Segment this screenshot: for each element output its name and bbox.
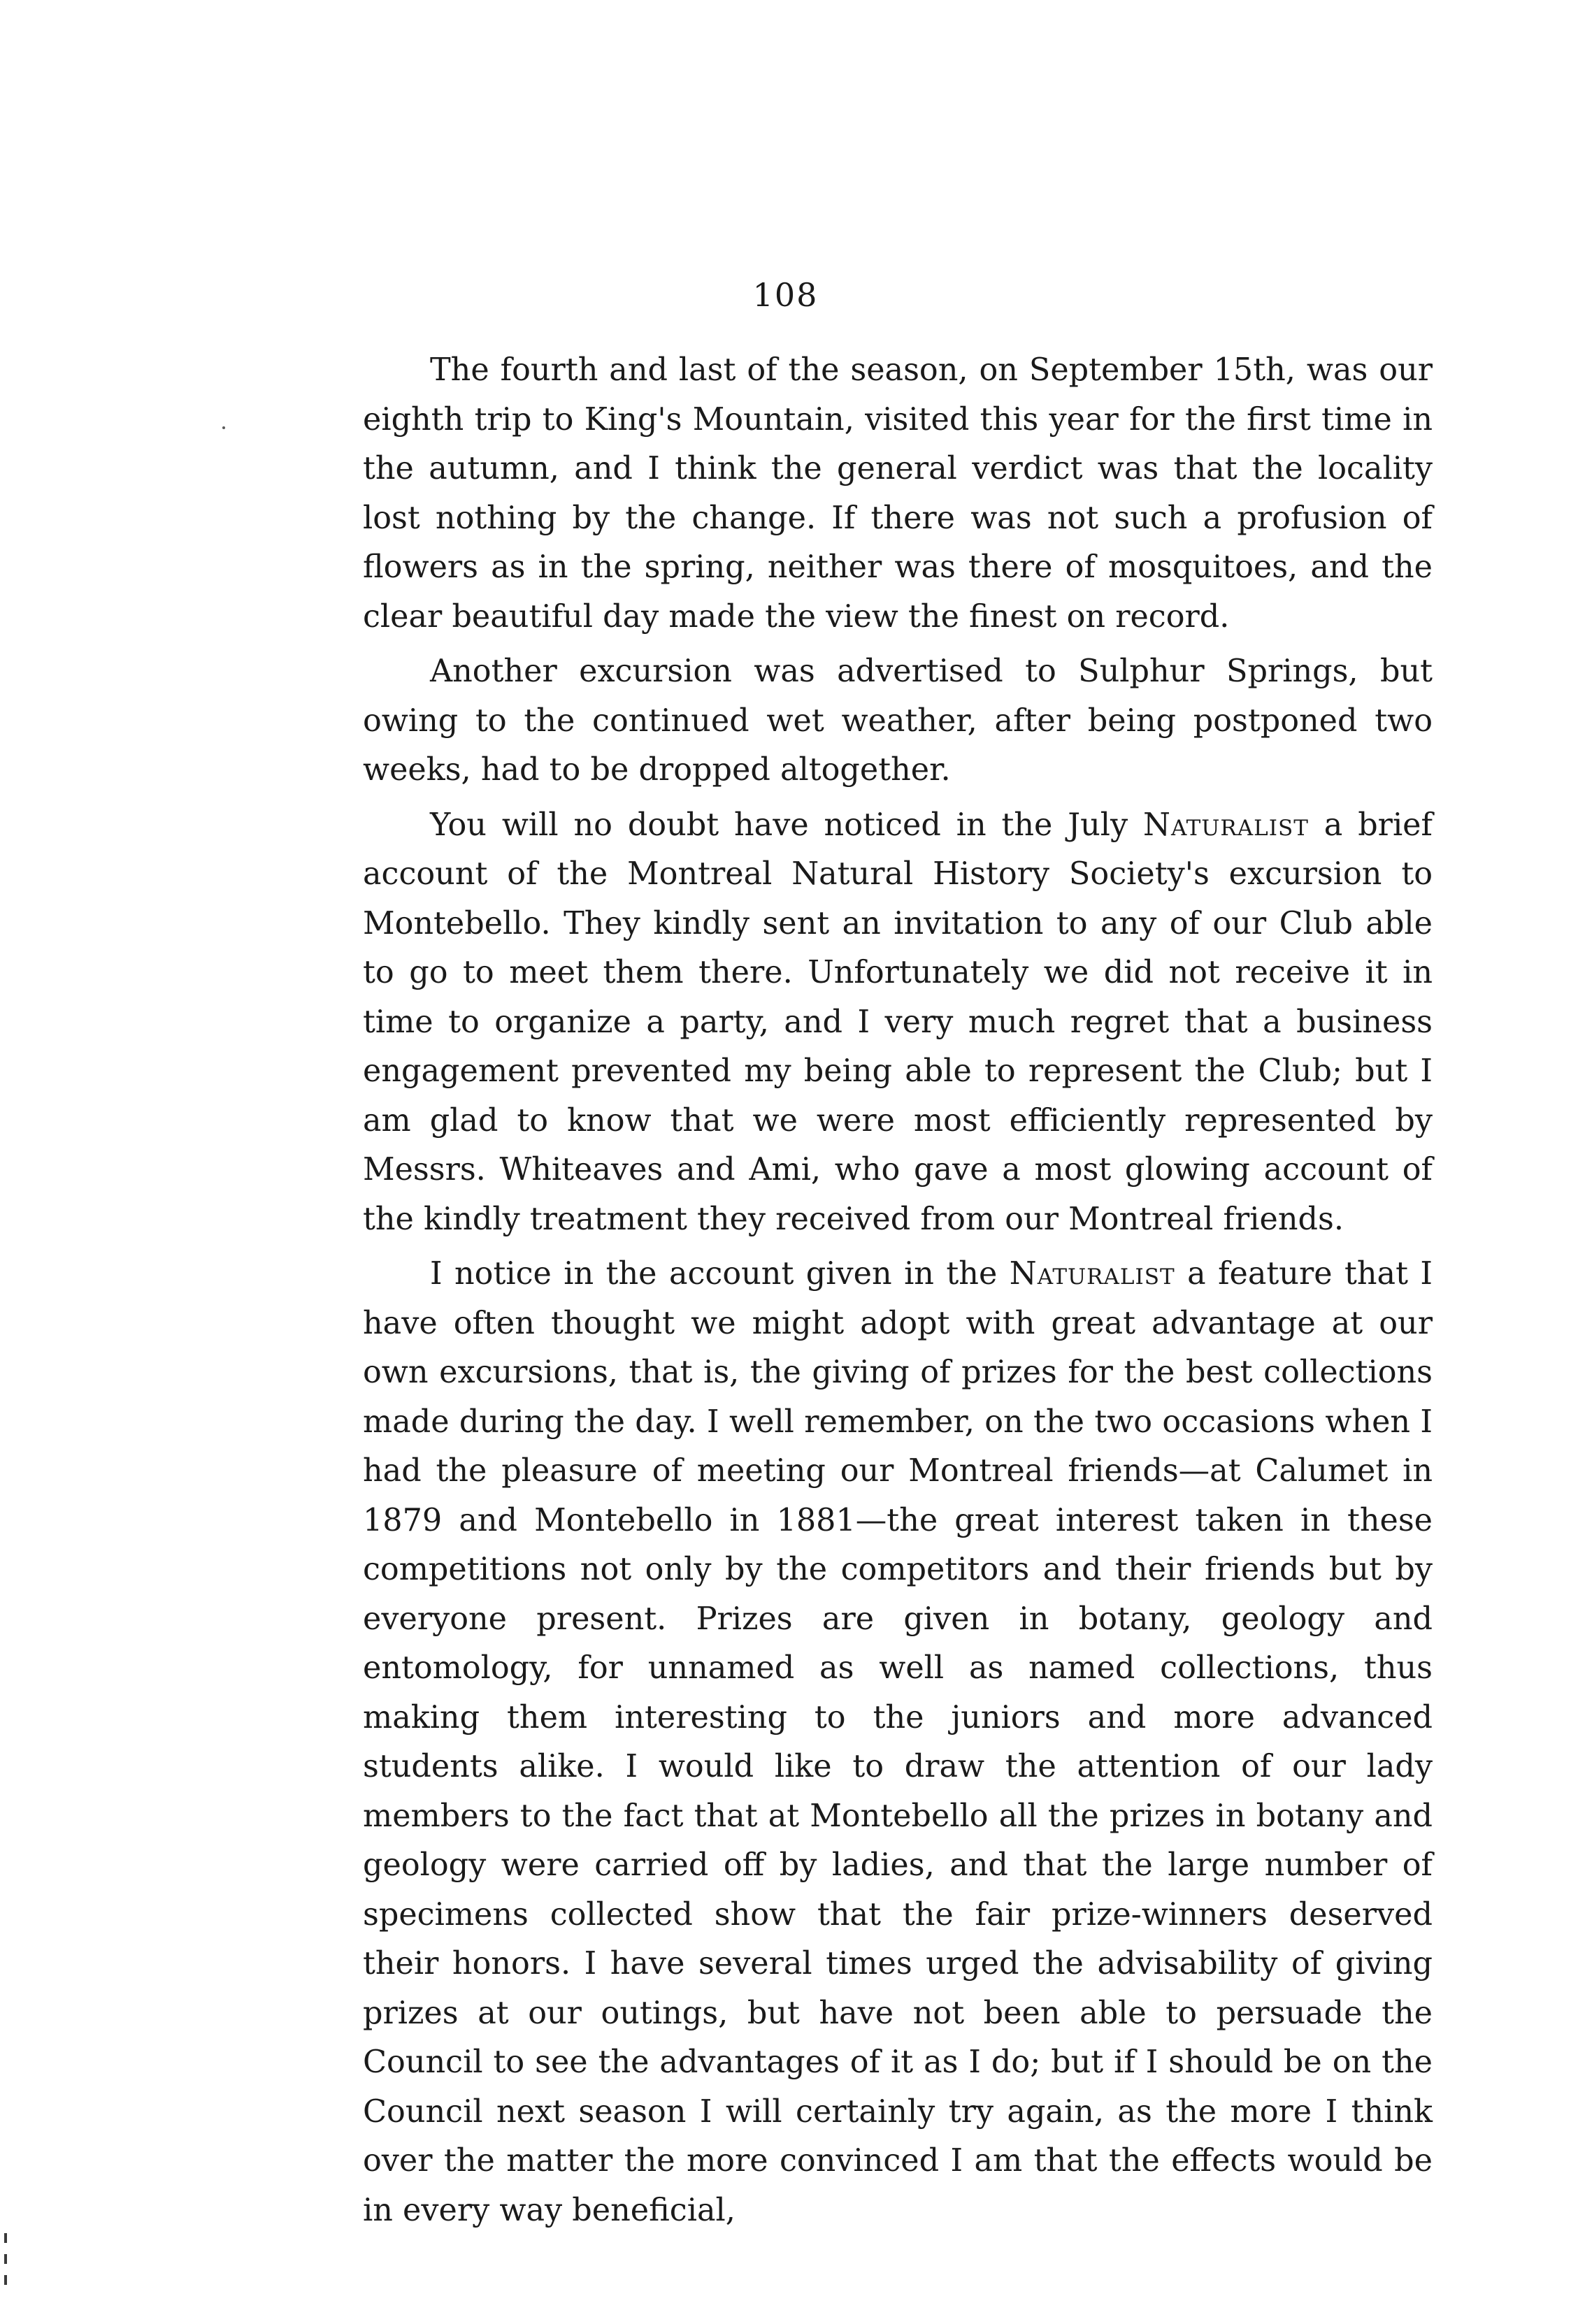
paragraph-text: I notice in the account given in the xyxy=(430,1256,1010,1292)
journal-title: Naturalist xyxy=(1143,807,1309,843)
paragraph-text: Another excursion was advertised to Sulphur Springs, but owing to the continued wet weather, after being postponed two weeks, had to be dropped altogether. xyxy=(363,654,1433,788)
margin-tick-mark xyxy=(4,2254,7,2264)
paragraph-montebello-invitation xyxy=(363,801,1433,1245)
page-number: 108 xyxy=(752,276,819,314)
paragraph-prizes xyxy=(363,1250,1433,2235)
margin-tick-mark xyxy=(4,2233,7,2243)
stray-ink-dot xyxy=(222,426,225,429)
margin-tick-mark xyxy=(4,2275,7,2285)
paragraph-text: a feature that I have often thought we might adopt with great advantage at our own excursions, that is, the giving of prizes for the best collections made during the day. I well remember, on the two occasions when I had the pleasure of meeting our Montreal friends—at Calumet in 1879 and Montebello in 1881—the great interest taken in these competitions not only by the competitors and their friends but by everyone present. Prizes are given in botany, geology and entomology, for unnamed as well as named collections, thus making them interesting to the juniors and more advanced students alike. I would like to draw the attention of our lady members to the fact that at Montebello all the prizes in botany and geology were carried off by ladies, and that the large number of specimens collected show that the fair prize-winners deserved their honors. I have several times urged the advisability of giving prizes at our outings, but have not been able to persuade the Council to see the advantages of it as I do; but if I should be on the Council next season I will certainly try again, as the more I think over the matter the more convinced I am that the effects would be in every way beneficial, xyxy=(363,1256,1433,2228)
journal-title: Naturalist xyxy=(1009,1256,1175,1292)
paragraph-text: The fourth and last of the season, on September 15th, was our eighth trip to King's Mountain, visited this year for the first time in the autumn, and I think the general verdict was that the locality lost nothing by the change. If there was not such a profusion of flowers as in the spring, neither was there of mosquitoes, and the clear beautiful day made the view the finest on record. xyxy=(363,352,1433,635)
paragraph-text: a brief account of the Montreal Natural History Society's excursion to Montebello. They kindly sent an invitation to any of our Club able to go to meet them there. Unfortunately we did not receive it in time to organize a party, and I very much regret that a business engagement prevented my being able to represent the Club; but I am glad to know that we were most efficiently represented by Messrs. Whiteaves and Ami, who gave a most glowing account of the kindly treatment they received from our Montreal friends. xyxy=(363,807,1433,1237)
paragraph-sulphur-springs xyxy=(363,647,1433,795)
body-text xyxy=(363,346,1433,2235)
paragraph-text: You will no doubt have noticed in the July xyxy=(430,807,1143,843)
paragraph-kings-mountain xyxy=(363,346,1433,642)
